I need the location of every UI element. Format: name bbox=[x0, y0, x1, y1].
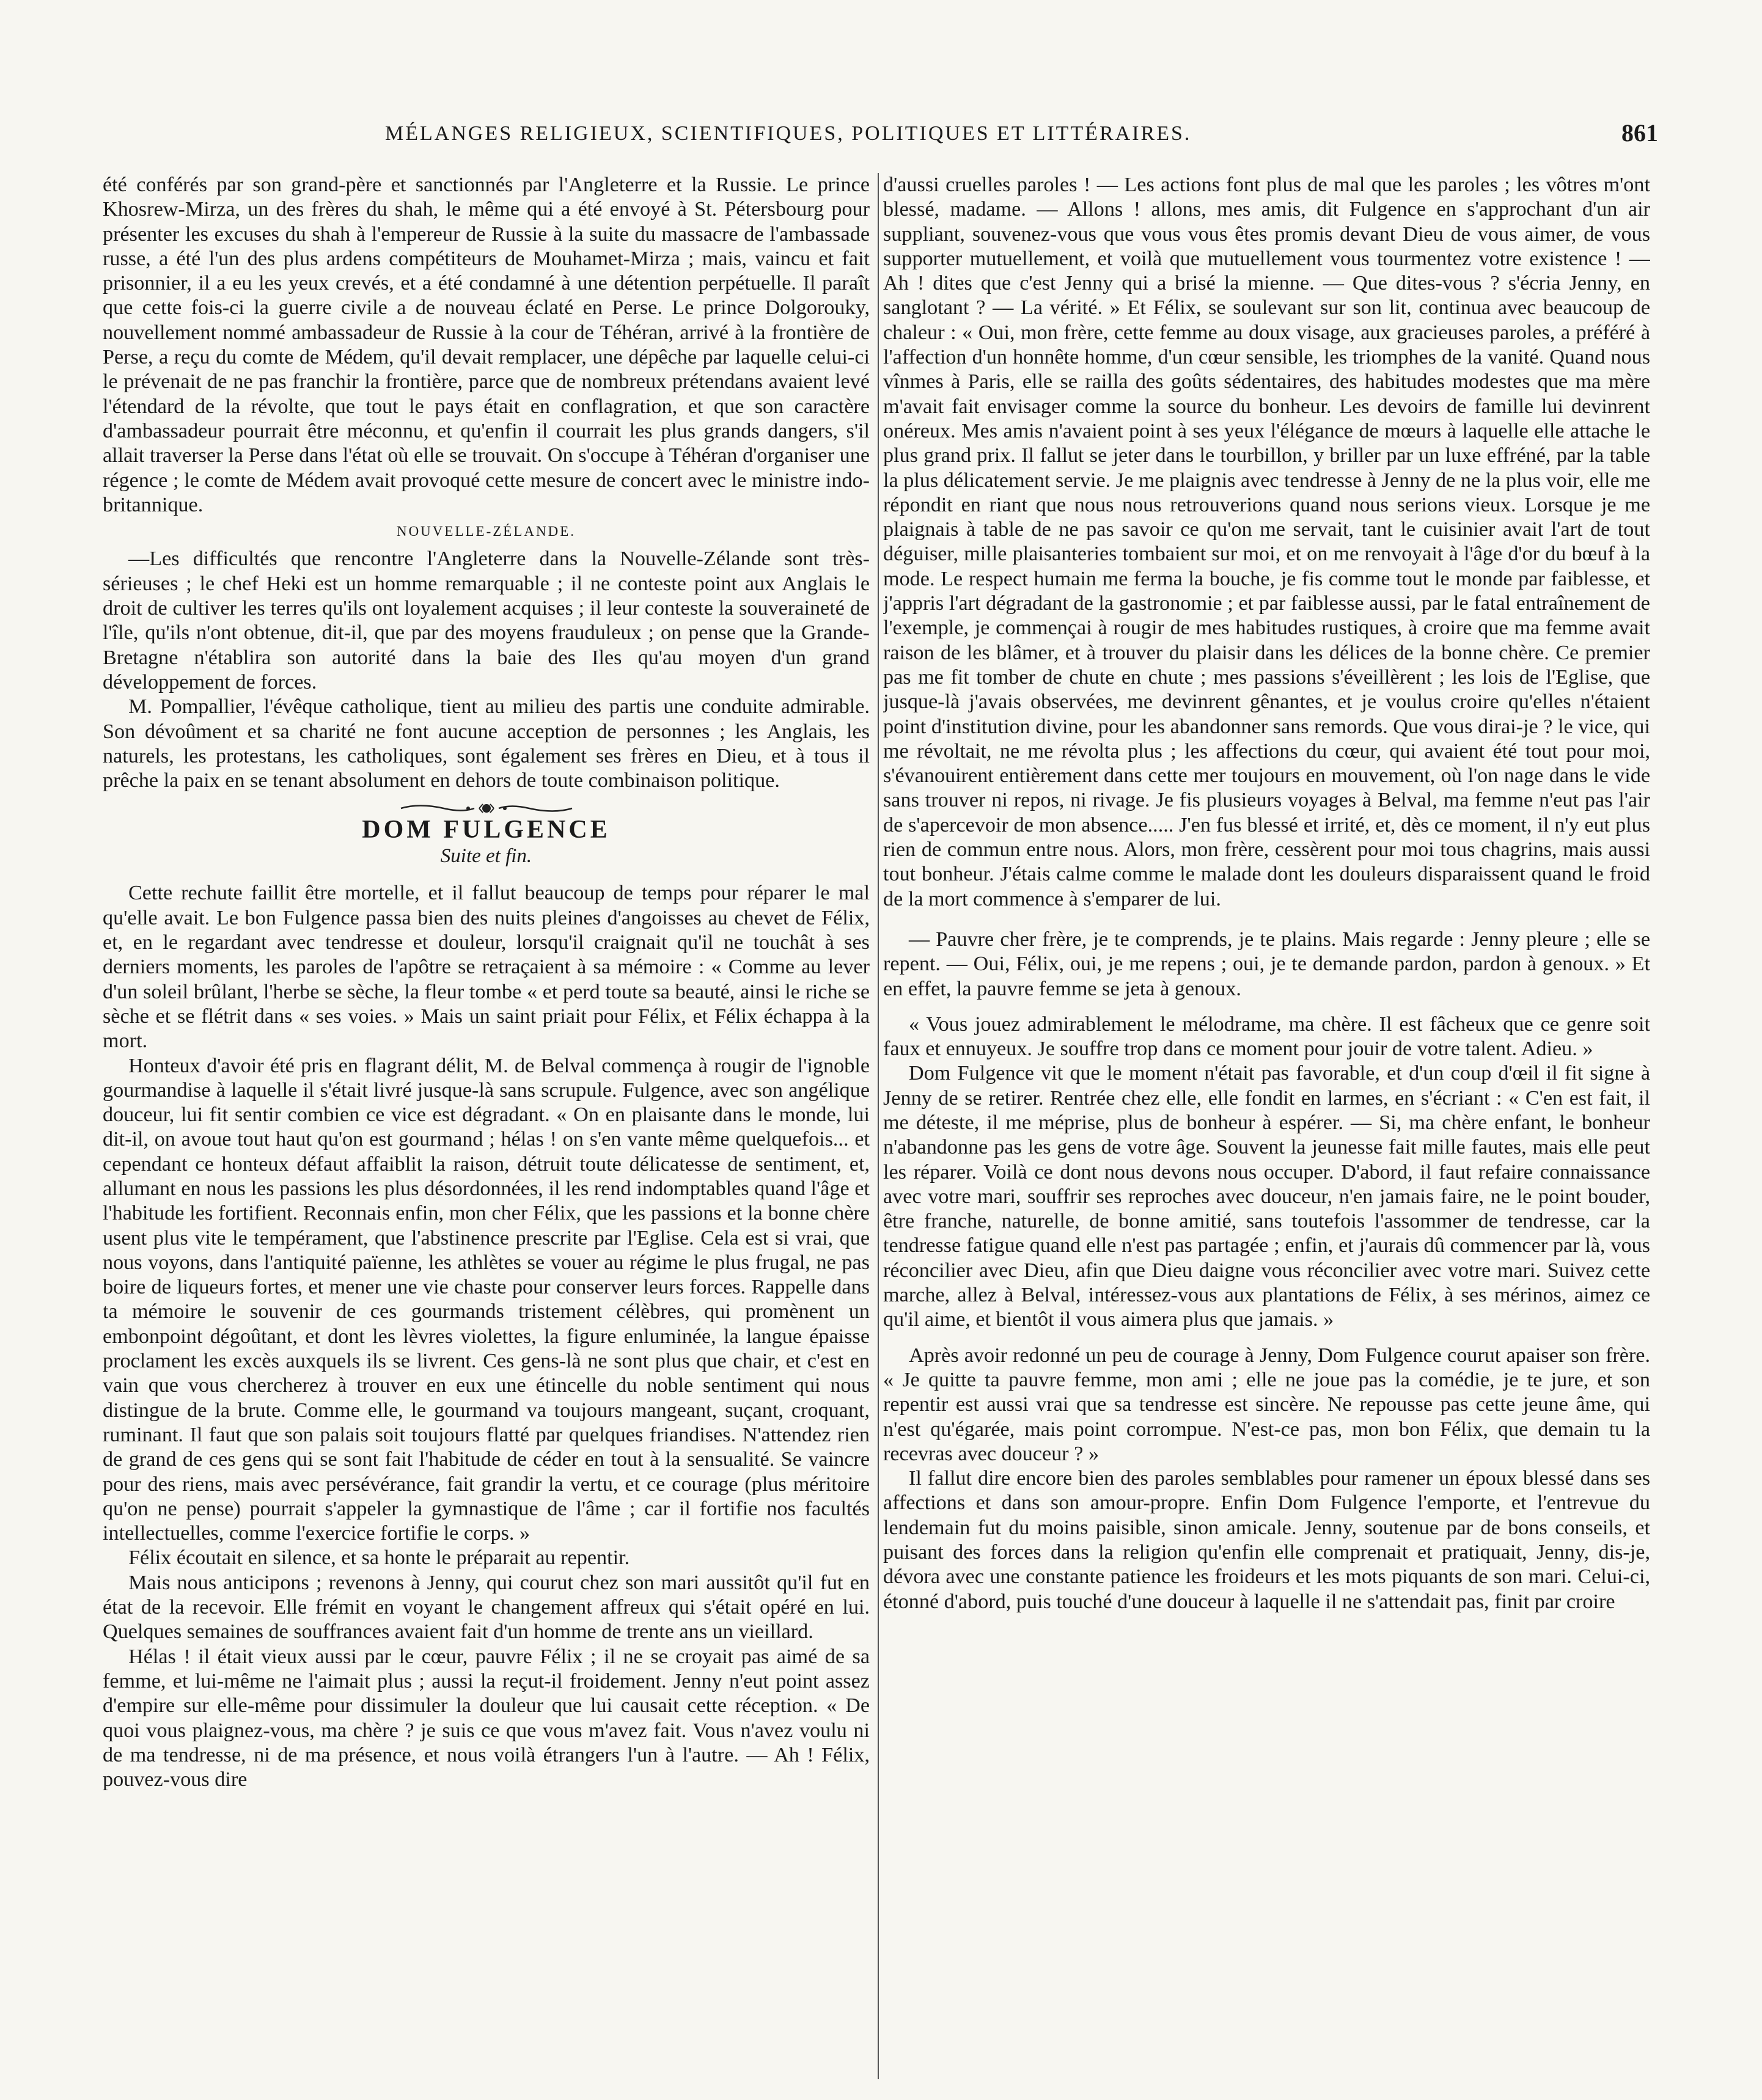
paragraph-body: Après avoir redonné un peu de courage à Jenny, Dom Fulgence courut apaiser son frère. « Je quitte ta pauvre femme, mon ami ; elle ne joue pas la comédie, je te jure, et son repentir est aussi vrai que sa tendresse est sincère. Ne repousse pas cette jeune âme, qui n'est qu'égarée, mais point corrompue. N'est-ce pas, mon bon Félix, que demain tu la recevras avec douceur ? » bbox=[883, 1344, 1650, 1465]
paragraph-body: Honteux d'avoir été pris en flagrant délit, M. de Belval commença à rougir de l'ignoble gourmandise à laquelle il s'était livré jusque-là sans scrupule. Fulgence, avec son angélique douceur, lui fit sentir combien ce vice est dégradant. « On en plaisante dans le monde, lui dit-il, on avoue tout haut qu'on est gourmand ; hélas ! on s'en vante même quelquefois... et cependant ce honteux défaut affaiblit la raison, détruit toute délicatesse de sentiment, et, allumant en nous les passions les plus désordonnées, il les rend indomptables quand l'âge et l'habitude les fortifient. Reconnais enfin, mon cher Félix, que les passions et la bonne chère usent plus vite le tempérament, que l'abstinence prescrite par l'Eglise. Cela est si vrai, que nous voyons, dans l'antiquité païenne, les athlètes se vouer au régime le plus frugal, ne pas boire de liqueurs fortes, et mener une vie chaste pour conserver leurs forces. Rappelle dans ta mémoire le souvenir de ces gourmands tristement célèbres, qui promènent un embonpoint dégoûtant, et dont les lèvres violettes, la figure enluminée, la langue épaisse proclament les excès auxquels ils se livrent. Ces gens-là ne sont plus que chair, et c'est en vain que vous chercherez à trouver en eux une étincelle du noble sentiment qui nous distingue de la brute. Comme elle, le gourmand va toujours mangeant, suçant, croquant, ruminant. Il faut que son palais soit toujours flatté par quelques friandises. N'attendez rien de grand de ces gens qui se sont fait l'habitude de céder en tout à la sensualité. Se vaincre pour des riens, mais avec persévérance, fait grandir la vertu, et ce courage (plus méritoire qu'on ne pense) pourrait s'appeler la gymnastique de l'âme ; car il fortifie nos facultés intellectuelles, comme l'exercice fortifie le corps. » bbox=[103, 1054, 870, 1545]
paragraph-body: Hélas ! il était vieux aussi par le cœur, pauvre Félix ; il ne se croyait pas aimé de sa femme, et lui-même ne l'aimait plus ; aussi la reçut-il froidement. Jenny n'eut point assez d'empire sur elle-même pour dissimuler la douleur que lui causait cette réception. « De quoi vous plaignez-vous, ma chère ? je suis ce que vous m'avez fait. Vous n'avez voulu ni de ma tendresse, ni de ma présence, et nous voilà étrangers l'un à l'autre. — Ah ! Félix, pouvez-vous dire bbox=[103, 1645, 870, 1791]
article-subtitle: Suite et fin. bbox=[440, 845, 532, 868]
running-title: MÉLANGES RELIGIEUX, SCIENTIFIQUES, POLITIQUES ET LITTÉRAIRES. bbox=[385, 122, 1192, 145]
paragraph-new-zealand: —Les difficultés que rencontre l'Angleterre dans la Nouvelle-Zélande sont très-sérieuses ; le chef Heki est un homme remarquable ; il ne conteste point aux Anglais le droit de cultiver les terres qu'ils ont loyalement acquises ; il leur conteste la souveraineté de l'île, qu'ils n'ont obtenue, dit-il, que par des moyens frauduleux ; on pense que la Grande-Bretagne n'établira son autorité dans la baie des Iles qu'au moyen d'un grand développement de forces. bbox=[103, 547, 870, 693]
paragraph-persia: été conférés par son grand-père et sanctionnés par l'Angleterre et la Russie. Le prince Khosrew-Mirza, un des frères du shah, le même qui a été envoyé à St. Pétersbourg pour présenter les excuses du shah à l'empereur de Russie à la suite du massacre de l'ambassade russe, a été l'un des plus ardens compétiteurs de Mouhamet-Mirza ; mais, vaincu et fait prisonnier, il a eu les yeux crevés, et a été condamné à une détention perpétuelle. Il paraît que cette fois-ci la guerre civile a de nouveau éclaté en Perse. Le prince Dolgorouky, nouvellement nommé ambassadeur de Russie à la cour de Téhéran, arrivé à la frontière de Perse, a reçu du comte de Médem, qu'il devait remplacer, une dépêche par laquelle celui-ci le prévenait de ne pas franchir la frontière, parce que de nombreux prétendans avaient levé l'étendard de la révolte, que tout le pays était en conflagration, et que son caractère d'ambassadeur pourrait être méconnu, et qu'enfin il courrait les plus grands dangers, s'il allait traverser la Perse dans l'état où elle se trouvait. On s'occupe à Téhéran d'organiser une régence ; le comte de Médem avait provoqué cette mesure de concert avec le ministre indo-britannique. bbox=[103, 174, 870, 516]
section-heading: NOUVELLE-ZÉLANDE. bbox=[396, 524, 576, 540]
decorative-ornament bbox=[103, 802, 870, 815]
paragraph-pompallier: M. Pompallier, l'évêque catholique, tient au milieu des partis une conduite admirable. Son dévoûment et sa charité ne font aucune acception de personnes ; les Anglais, les naturels, les protestans, les catholiques, sont également ses frères en Dieu, et à tous il prêche la paix en se tenant absolument en dehors de toute combinaison politique. bbox=[103, 695, 870, 792]
paragraph-body: « Vous jouez admirablement le mélodrame, ma chère. Il est fâcheux que ce genre soit faux et ennuyeux. Je souffre trop dans ce moment pour jouir de votre talent. Adieu. » bbox=[883, 1012, 1650, 1061]
paragraph-body: Il fallut dire encore bien des paroles semblables pour ramener un époux blessé dans ses affections et dans son amour-propre. Enfin Dom Fulgence l'emporte, et l'entrevue du lendemain fut du moins paisible, sinon amicale. Jenny, soutenue par de bons conseils, et puisant des forces dans la religion qu'enfin elle comprenait et pratiquait, Jenny, dis-je, dévora avec une constante patience les froideurs et les mots piquants de son mari. Celui-ci, étonné d'abord, puis touché d'une douceur à laquelle il ne s'attendait pas, finit par croire bbox=[883, 1467, 1650, 1613]
ornament-flourish-icon bbox=[395, 802, 578, 815]
paragraph-body: Cette rechute faillit être mortelle, et il fallut beaucoup de temps pour réparer le mal qu'elle avait. Le bon Fulgence passa bien des nuits pleines d'angoisses au chevet de Félix, et, en le regardant avec tendresse et douleur, lorsqu'il craignait qu'il ne touchât à ses derniers moments, les paroles de l'apôtre se retraçaient à sa mémoire : « Comme au lever d'un soleil brûlant, l'herbe se sèche, la fleur tombe « et perd toute sa beauté, ainsi le riche se sèche et se flétrit dans « ses voies. » Mais un saint priait pour Félix, et Félix échappa à la mort. bbox=[103, 882, 870, 1053]
left-column bbox=[103, 173, 870, 2073]
paragraph-body: d'aussi cruelles paroles ! — Les actions font plus de mal que les paroles ; les vôtres m'ont blessé, madame. — Allons ! allons, mes amis, dit Fulgence en s'approchant d'un air suppliant, souvenez-vous que vous vous êtes promis devant Dieu de vous aimer, de vous supporter mutuellement, et voilà que mutuellement vous tourmentez votre existence ! — Ah ! dites que c'est Jenny qui a brisé la mienne. — Que dites-vous ? s'écria Jenny, en sanglotant ? — La vérité. » Et Félix, se soulevant sur son lit, continua avec beaucoup de chaleur : « Oui, mon frère, cette femme au doux visage, aux gracieuses paroles, a préféré à l'affection d'un honnête homme, d'un cœur sensible, les triomphes de la vanité. Quand nous vînmes à Paris, elle se railla des goûts sédentaires, des habitudes modestes que ma mère m'avait fait envisager comme la source du bonheur. Les devoirs de famille lui devinrent onéreux. Mes amis n'avaient point à ses yeux l'élégance de mœurs à laquelle elle attache le plus grand prix. Il fallut se jeter dans le tourbillon, y briller par un luxe effréné, par la table la plus délicatement servie. Je me plaignis avec tendresse à Jenny de ne la plus voir, elle me répondit en riant que nous nous retrouverions quand nous serions vieux. Lorsque je me plaignais à table de ne pas savoir ce qu'on me servait, tant le cuisinier avait l'art de tout déguiser, mille plaisanteries tombaient sur moi, et on me renvoyait à l'âge d'or du bœuf à la mode. Le respect humain me ferma la bouche, je fis comme tout le monde par faiblesse, et j'appris l'art dégradant de la gastronomie ; et par faiblesse aussi, par le fatal entraînement de l'exemple, je commençai à rougir de mes habitudes rustiques, à croire que ma femme avait raison de les blâmer, et à trouver du plaisir dans les délices de la bonne chère. Ce premier pas me fit tomber de chute en chute ; mes passions s'éveillèrent ; les lois de l'Eglise, que jusque-là j'avais observées, me devinrent gênantes, et je voulus croire qu'elles n'étaient point d'institution divine, pour les abandonner sans remords. Que vous dirai-je ? le vice, qui me révoltait, ne me révolta plus ; les affections du cœur, qui avaient été tout pour moi, s'évanouirent entièrement dans cette mer toujours en mouvement, où l'on nage dans le vide sans trouver ni repos, ni rivage. Je fis plusieurs voyages à Belval, ma femme n'eut pas l'air de s'apercevoir de mon absence..... J'en fus blessé et irrité, et, dès ce moment, il n'y eut plus rien de commun entre nous. Alors, mon frère, cessèrent pour moi tous chagrins, mais aussi tout bonheur. J'étais calme comme le malade dont les douleurs disparaissent quand le froid de la mort commence à s'emparer de lui. bbox=[883, 174, 1650, 910]
paragraph-body: Félix écoutait en silence, et sa honte le préparait au repentir. bbox=[128, 1546, 630, 1570]
article-title: DOM FULGENCE bbox=[362, 816, 611, 844]
paragraph-body: Dom Fulgence vit que le moment n'était pas favorable, et d'un coup d'œil il fit signe à Jenny de se retirer. Rentrée chez elle, elle fondit en larmes, en s'écriant : « C'en est fait, il me déteste, il me méprise, plus de bonheur à espérer. — Si, ma chère enfant, le bonheur n'abandonne pas les gens de votre âge. Souvent la jeunesse fait mille fautes, mais elle peut les réparer. Voilà ce dont nous devons nous occuper. D'abord, il faut refaire connaissance avec votre mari, souffrir ses reproches avec douceur, n'en jamais faire, ne le point bouder, être franche, naturelle, de bonne amitié, sans toutefois l'assommer de tendresse, car la tendresse fatigue quand elle n'est pas partagée ; enfin, et j'aurais dû commencer par là, vous réconcilier avec Dieu, afin que Dieu daigne vous réconcilier avec votre mari. Suivez cette marche, allez à Belval, intéressez-vous aux plantations de Félix, à ses mérinos, aimez ce qu'il aime, et bientôt il vous aimera plus que jamais. » bbox=[883, 1062, 1650, 1331]
page-header bbox=[98, 119, 1683, 159]
right-column bbox=[883, 173, 1650, 2073]
paragraph-body: — Pauvre cher frère, je te comprends, je te plains. Mais regarde : Jenny pleure ; elle se repent. — Oui, Félix, oui, je me repens ; oui, je te demande pardon, pardon à genoux. » Et en effet, la pauvre femme se jeta à genoux. bbox=[883, 927, 1650, 1000]
page-number: 861 bbox=[1621, 119, 1658, 147]
column-divider bbox=[878, 173, 879, 2079]
paragraph-body: Mais nous anticipons ; revenons à Jenny, qui courut chez son mari aussitôt qu'il fut en état de la recevoir. Elle frémit en voyant le changement affreux qui s'était opéré en lui. Quelques semaines de souffrances avaient fait d'un homme de trente ans un vieillard. bbox=[103, 1571, 870, 1644]
